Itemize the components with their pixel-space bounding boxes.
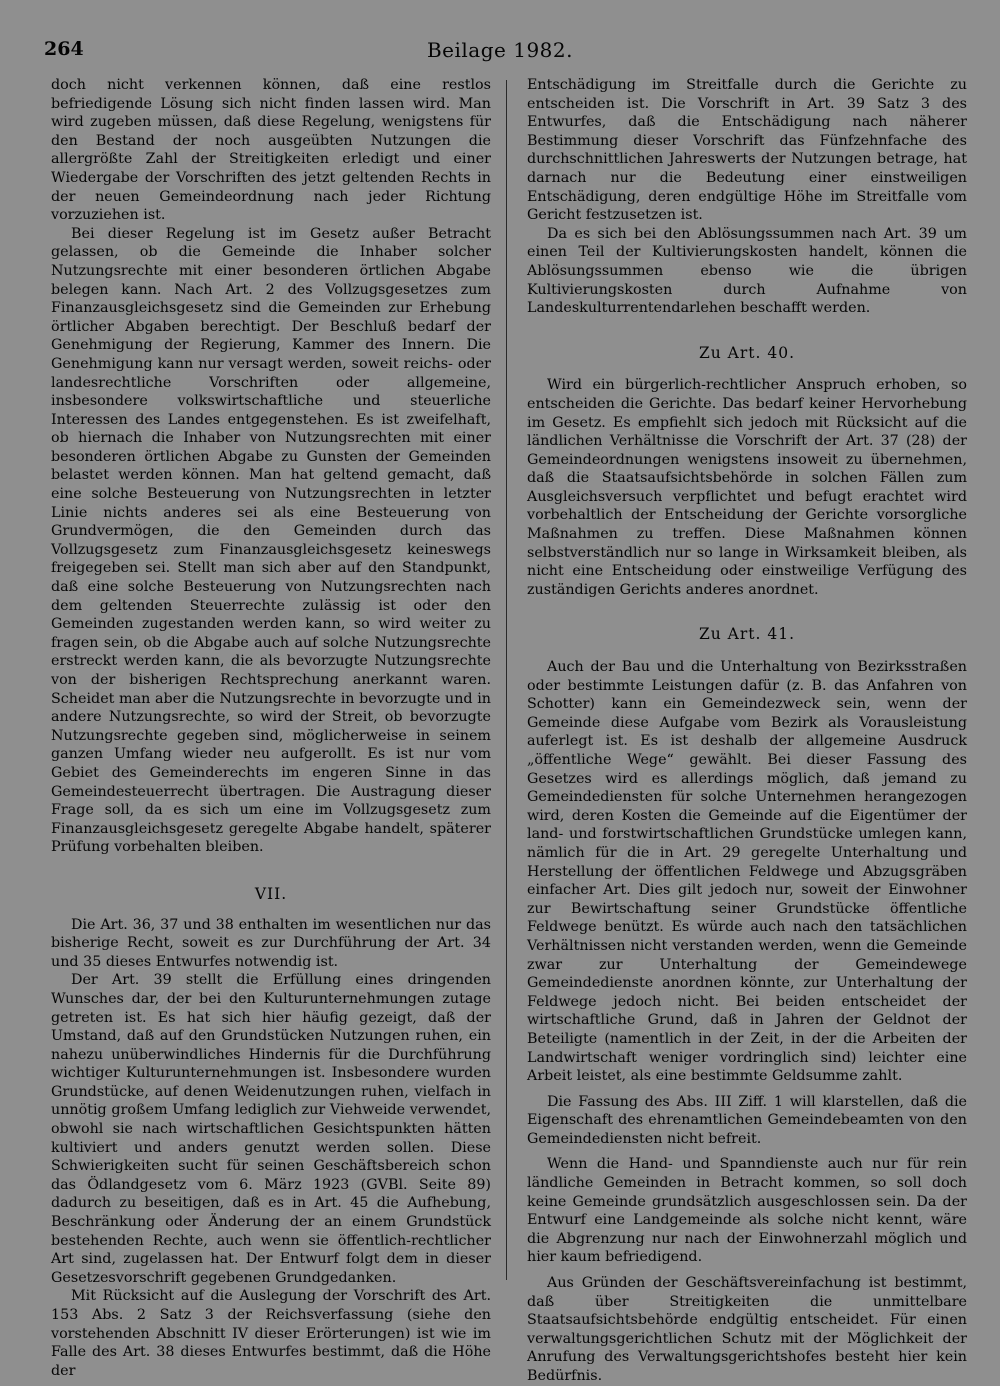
page-header <box>44 30 956 64</box>
paragraph: Aus Gründen der Geschäftsvereinfachung ist bestimmt, daß über Streitigkeiten die unmittelbare Staatsaufsichtsbehörde endgültig entscheidet. Für einen verwaltungsgerichtlichen Schutz mit der Möglichkeit der Anrufung des Verwaltungsgerichtshofes besteht hier kein Bedürfnis. <box>527 1275 967 1384</box>
right-column <box>527 76 967 1386</box>
page-number: 264 <box>44 38 84 60</box>
paragraph: Entschädigung im Streitfalle durch die Gerichte zu entscheiden ist. Die Vorschrift in Art. 39 Satz 3 des Entwurfes, daß die Entschädigung nach näherer Bestimmung dieser Vorschrift das Fünfzehnfache des durchschnittlichen Jahreswerts der Nutzungen betrage, hat darnach nur die Bedeutung einer einstweiligen Entschädigung, deren endgültige Höhe im Streitfalle vom Gericht festzusetzen ist. <box>527 77 967 224</box>
paragraph: Der Art. 39 stellt die Erfüllung eines dringenden Wunsches dar, der bei den Kulturunternehmungen zutage getreten ist. Es hat sich hier häufig gezeigt, daß der Umstand, daß auf den Grundstücken Nutzungen ruhen, ein nahezu unüberwindliches Hindernis für die Durchführung wichtiger Kulturunternehmungen ist. Insbesondere wurden Grundstücke, auf denen Weidenutzungen ruhen, vielfach in unnötig großem Umfang lediglich zur Viehweide verwendet, obwohl sie nach wirtschaftlichen Gesichtspunkten hätten kultiviert und anders genutzt werden sollen. Diese Schwierigkeiten sucht für seinen Geschäftsbereich schon das Ödlandgesetz vom 6. März 1923 (GVBl. Seite 89) dadurch zu beseitigen, daß es in Art. 45 die Aufhebung, Beschränkung oder Änderung der an einem Grundstück bestehenden Rechte, auch wenn sie öffentlich-rechtlicher Art sind, zugelassen hat. Der Entwurf folgt dem in dieser Gesetzesvorschrift gegebenen Grundgedanken. <box>51 972 491 1286</box>
paragraph: Mit Rücksicht auf die Auslegung der Vorschrift des Art. 153 Abs. 2 Satz 3 der Reichsverfassung (siehe den vorstehenden Abschnitt IV dieser Erörterungen) ist wie im Falle des Art. 38 dieses Entwurfes bestimmt, daß die Höhe der <box>51 1288 491 1379</box>
section-heading: Zu Art. 41. <box>698 625 795 644</box>
paragraph: Wird ein bürgerlich-rechtlicher Anspruch erhoben, so entscheiden die Gerichte. Das bedarf keiner Hervorhebung im Gesetz. Es empfiehlt sich jedoch mit Rücksicht auf die ländlichen Verhältnisse die Vorschrift der Art. 37 (28) der Gemeindeordnungen wenigstens insoweit zu übernehmen, daß die Staatsaufsichtsbehörde in solchen Fällen zum Ausgleichsversuch verpflichtet und befugt erachtet wird vorbehaltlich der Entscheidung der Gerichte vorsorgliche Maßnahmen zu treffen. Diese Maßnahmen können selbstverständlich nur so lange in Wirksamkeit bleiben, als nicht eine Entscheidung oder einstweilige Verfügung des zuständigen Gerichts anderes anordnet. <box>527 377 967 598</box>
paragraph: doch nicht verkennen können, daß eine restlos befriedigende Lösung sich nicht finden lassen wird. Man wird zugeben müssen, daß diese Regelung, wenigstens für den Bestand der noch ausgeübten Nutzungen die allergrößte Zahl der Streitigkeiten erledigt und einer Wiedergabe der Vorschriften des jetzt geltenden Rechts in der neuen Gemeindeordnung nach jeder Richtung vorzuziehen ist. <box>51 77 491 224</box>
paragraph: Die Fassung des Abs. III Ziff. 1 will klarstellen, daß die Eigenschaft des ehrenamtlichen Gemeindebeamten von den Gemeindediensten nicht befreit. <box>527 1093 967 1147</box>
paragraph: Auch der Bau und die Unterhaltung von Bezirksstraßen oder bestimmte Leistungen dafür (z. B. das Anfahren von Schotter) kann ein Gemeindezweck sein, wenn der Gemeinde diese Aufgabe vom Bezirk als Vorausleistung auferlegt ist. Es ist deshalb der allgemeine Ausdruck „öffentliche Wege“ gewählt. Bei dieser Fassung des Gesetzes wird es allerdings möglich, daß jemand zu Gemeindediensten für solche Unternehmen herangezogen wird, deren Kosten die Gemeinde auf die Eigentümer der land- und forstwirtschaftlichen Grundstücke umlegen kann, nämlich für die in Art. 29 geregelte Unterhaltung und Herstellung der öffentlichen Feldwege und Abzugsgräben einfacher Art. Dies gilt jedoch nur, soweit der Einwohner zur Bewirtschaftung seiner Grundstücke öffentliche Feldwege benützt. Es würde auch nach den tatsächlichen Verhältnissen nicht verstanden werden, wenn die Gemeinde zwar zur Unterhaltung der Gemeindewege Gemeindedienste anordnen könnte, zur Unterhaltung der Feldwege jedoch nicht. Bei beiden entscheidet der wirtschaftliche Grund, daß in Jahren der Geldnot der Beteiligte (namentlich in der Zeit, in der die Arbeiten der Landwirtschaft weniger vordringlich sind) leichter eine Arbeit leistet, als eine bestimmte Geldsumme zahlt. <box>527 659 967 1085</box>
section-heading: VII. <box>254 884 288 903</box>
paragraph: Wenn die Hand- und Spanndienste auch nur für rein ländliche Gemeinden in Betracht kommen, so soll doch keine Gemeinde grundsätzlich ausgeschlossen sein. Da der Entwurf eine Landgemeinde als solche nicht kennt, wäre die Abgrenzung nur nach der Einwohnerzahl möglich und hier kaum befriedigend. <box>527 1156 967 1266</box>
paragraph: Bei dieser Regelung ist im Gesetz außer Betracht gelassen, ob die Gemeinde die Inhaber solcher Nutzungsrechte mit einer besonderen örtlichen Abgabe belegen kann. Nach Art. 2 des Vollzugsgesetzes zum Finanzausgleichsgesetz sind die Gemeinden zur Erhebung örtlicher Abgaben berechtigt. Der Beschluß bedarf der Genehmigung der Regierung, Kammer des Innern. Die Genehmigung kann nur versagt werden, soweit reichs- oder landesrechtliche Vorschriften oder allgemeine, insbesondere volkswirtschaftliche und steuerliche Interessen des Landes entgegenstehen. Es ist zweifelhaft, ob hiernach die Inhaber von Nutzungsrechten mit einer besonderen örtlichen Abgabe zu Gunsten der Gemeinden belastet werden können. Man hat geltend gemacht, daß eine solche Besteuerung von Nutzungsrechten in letzter Linie nichts anderes sei als eine Besteuerung von Grundvermögen, die den Gemeinden durch das Vollzugsgesetz zum Finanzausgleichsgesetz keineswegs freigegeben sei. Stellt man sich aber auf den Standpunkt, daß eine solche Besteuerung von Nutzungsrechten nach dem geltenden Steuerrechte zulässig ist oder den Gemeinden zugestanden werden kann, so wird weiter zu fragen sein, ob die Abgabe auch auf solche Nutzungsrechte erstreckt werden kann, die als bevorzugte Nutzungsrechte von der bisherigen Rechtsprechung anerkannt waren. Scheidet man aber die Nutzungsrechte in bevorzugte und in andere Nutzungsrechte, so wird der Streit, ob bevorzugte Nutzungsrechte gegeben sind, möglicherweise in seinem ganzen Umfang wieder neu aufgerollt. Es ist nur vom Gebiet des Gemeinderechts im engeren Sinne in das Gemeindesteuerrecht übertragen. Die Austragung dieser Frage soll, da es sich um eine im Vollzugsgesetz zum Finanzausgleichsgesetz geregelte Abgabe handelt, späterer Prüfung vorbehalten bleiben. <box>51 225 491 856</box>
paragraph: Da es sich bei den Ablösungssummen nach Art. 39 um einen Teil der Kultivierungskosten handelt, können die Ablösungssummen ebenso wie die übrigen Kultivierungskosten durch Aufnahme von Landeskulturrentendarlehen beschafft werden. <box>527 225 967 317</box>
paragraph: Die Art. 36, 37 und 38 enthalten im wesentlichen nur das bisherige Recht, soweit es zur Durchführung der Art. 34 und 35 dieses Entwurfes notwendig ist. <box>51 916 491 970</box>
left-column <box>51 76 491 1380</box>
running-head: Beilage 1982. <box>426 38 573 62</box>
section-heading: Zu Art. 40. <box>698 343 795 362</box>
column-divider <box>506 80 507 1280</box>
